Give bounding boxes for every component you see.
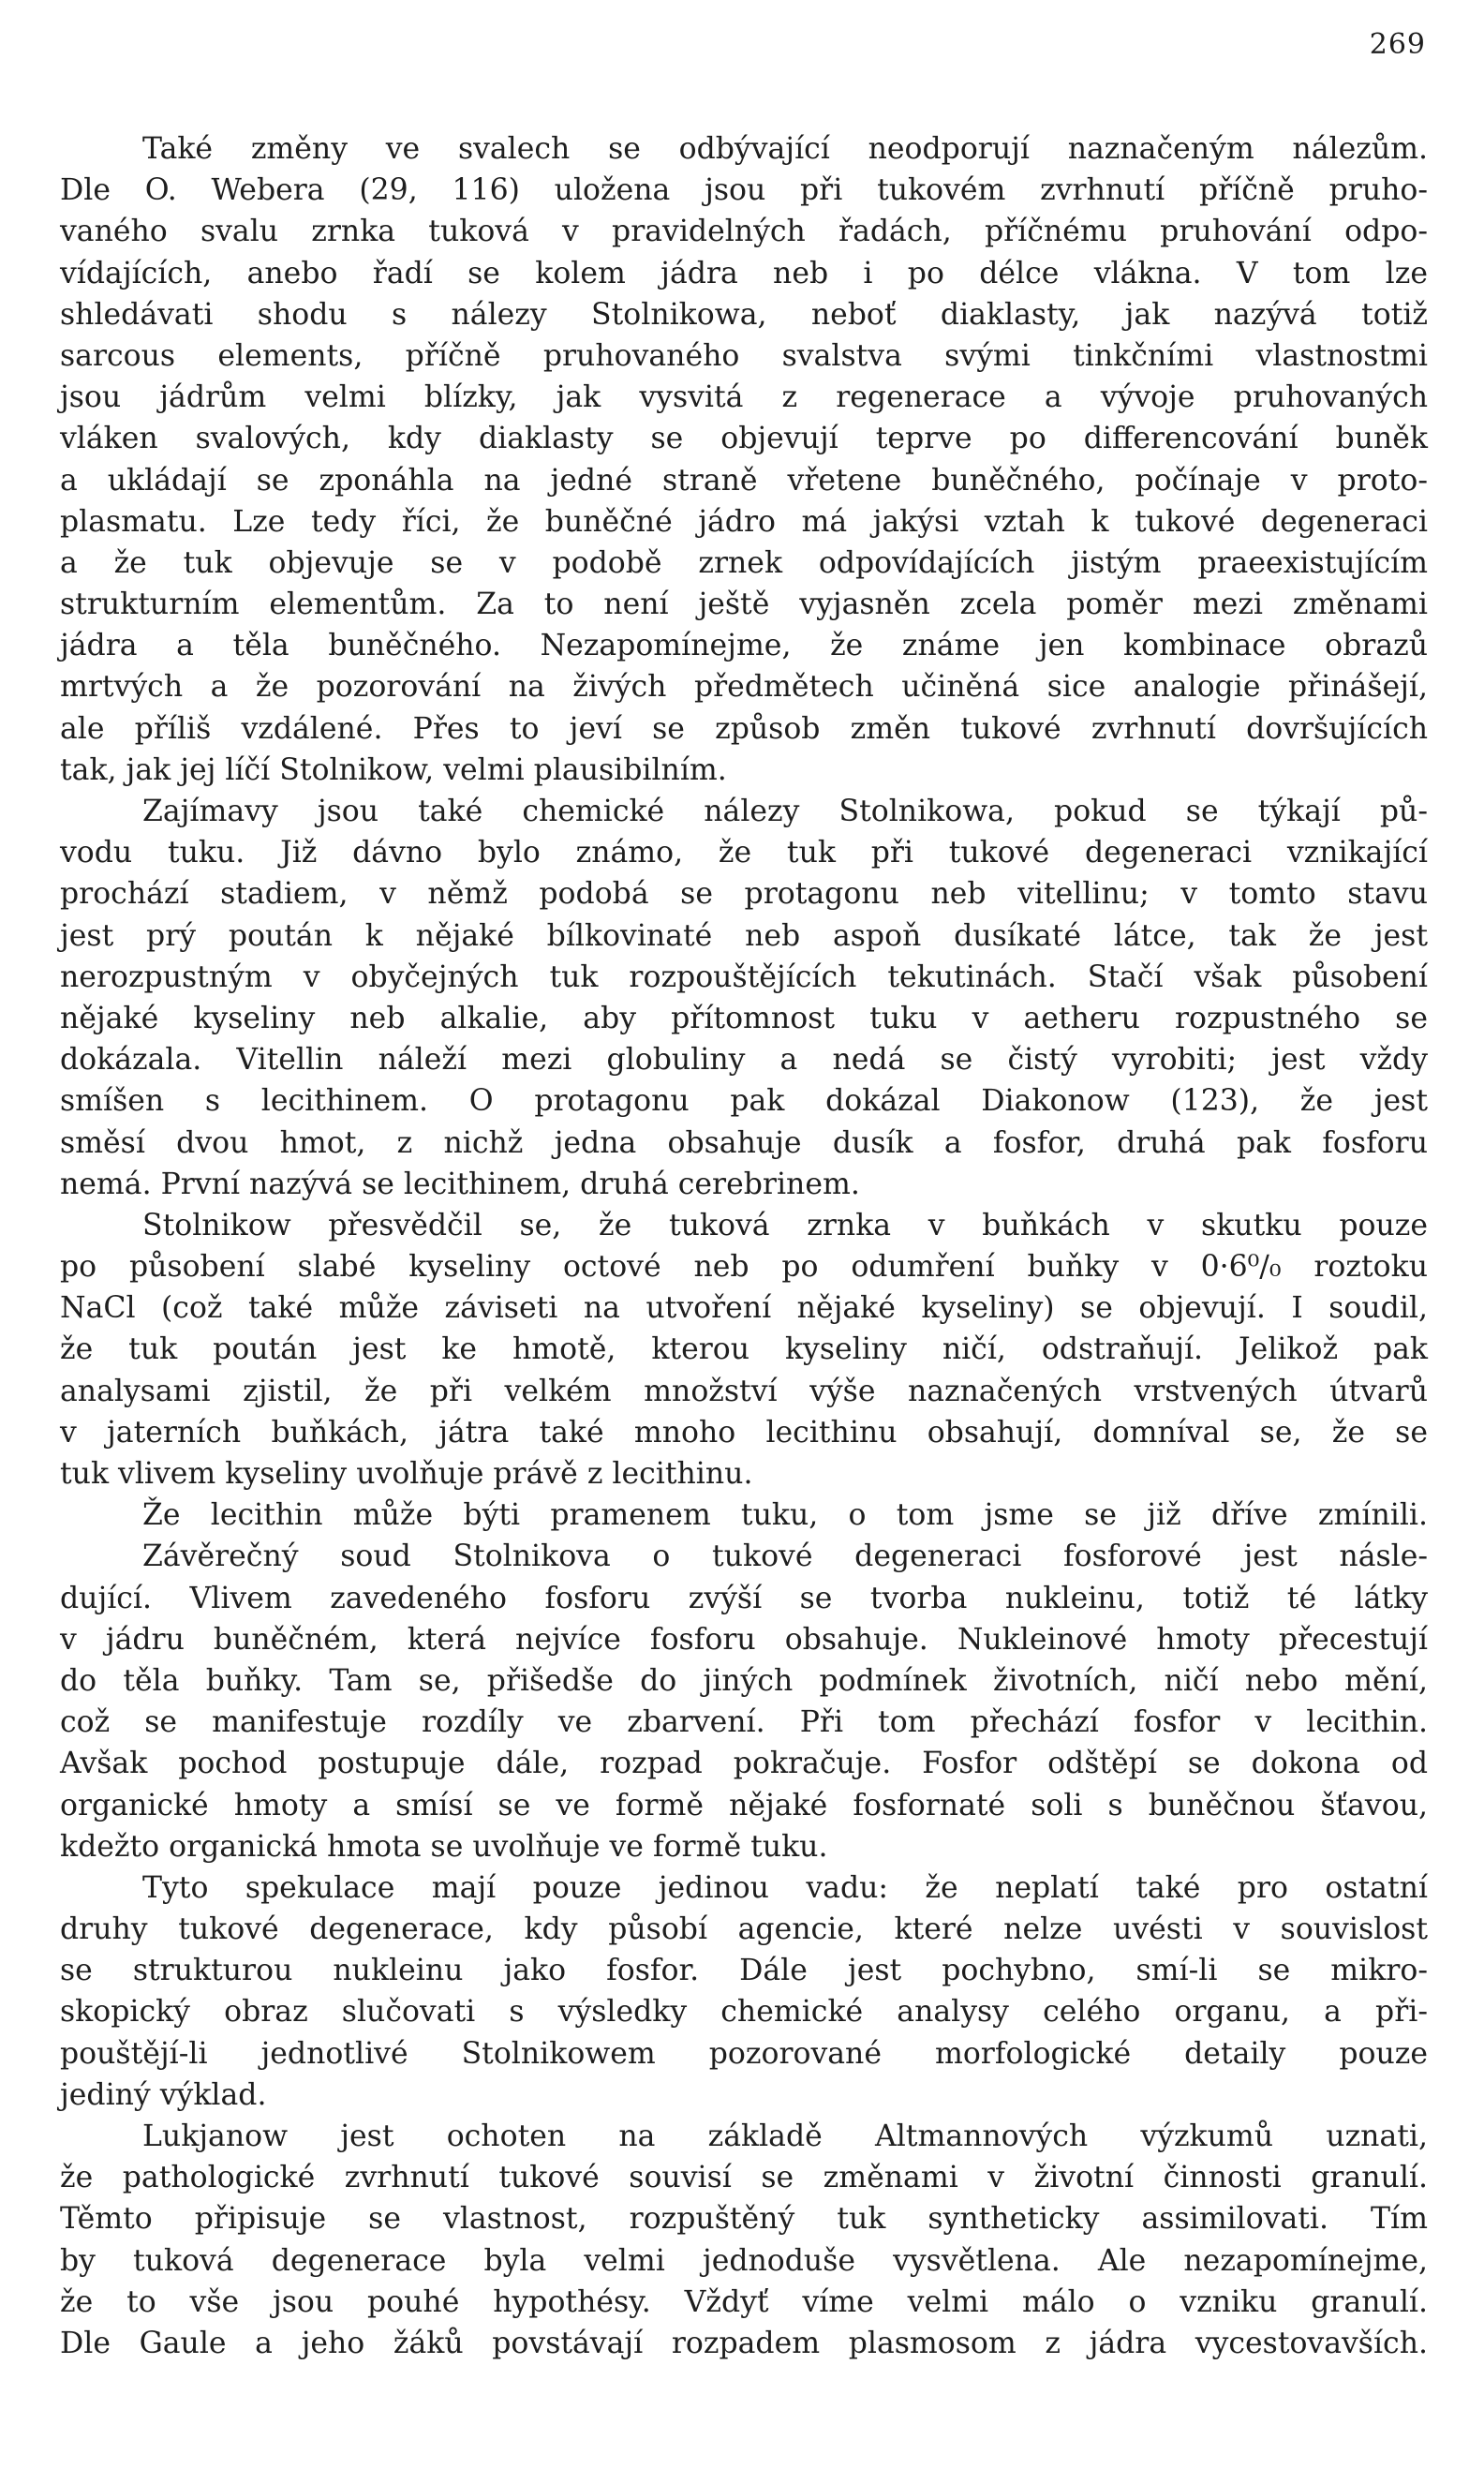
- text-line: Tyto spekulace mají pouze jedinou vadu: že neplatí také pro ostatní: [142, 1870, 1428, 1905]
- text-line: nerozpustným v obyčejných tuk rozpouštějících tekutinách. Stačí však působení: [60, 959, 1428, 994]
- text-line: vodu tuku. Již dávno bylo známo, že tuk při tukové degeneraci vznikající: [60, 836, 1428, 870]
- text-line: ale příliš vzdálené. Přes to jeví se způsob změn tukové zvrhnutí dovršujících: [60, 711, 1428, 746]
- text-line: Stolnikow přesvědčil se, že tuková zrnka v buňkách v skutku pouze: [142, 1208, 1428, 1242]
- text-line: v jádru buněčném, která nejvíce fosforu obsahuje. Nukleinové hmoty přecestují: [60, 1622, 1428, 1657]
- text-line: Dle Gaule a jeho žáků povstávají rozpadem plasmosom z jádra vycestovavších.: [60, 2326, 1428, 2360]
- text-line: vaného svalu zrnka tuková v pravidelných řadách, příčnému pruhování odpo-: [60, 215, 1428, 249]
- text-line: nemá. První nazývá se lecithinem, druhá cerebrinem.: [60, 1167, 860, 1201]
- text-line: tuk vlivem kyseliny uvolňuje právě z lecithinu.: [60, 1457, 753, 1491]
- text-line: nějaké kyseliny neb alkalie, aby přítomnost tuku v aetheru rozpustného se: [60, 1001, 1428, 1035]
- text-line: tak, jak jej líčí Stolnikow, velmi plausibilním.: [60, 752, 727, 787]
- text-line: se strukturou nukleinu jako fosfor. Dále jest pochybno, smí-li se mikro-: [60, 1954, 1428, 1988]
- text-line: Závěrečný soud Stolnikova o tukové degeneraci fosforové jest násle-: [142, 1539, 1428, 1574]
- text-line: jediný výklad.: [60, 2077, 267, 2112]
- body-text: [60, 128, 1428, 2364]
- text-line: dokázala. Vitellin náleží mezi globuliny a nedá se čistý vyrobiti; jest vždy: [60, 1043, 1428, 1078]
- text-line: do těla buňky. Tam se, přišedše do jiných podmínek životních, ničí nebo mění,: [60, 1663, 1428, 1698]
- page-number: 269: [1369, 28, 1426, 61]
- text-line: strukturním elementům. Za to není ještě vyjasněn zcela poměr mezi změnami: [60, 588, 1428, 622]
- text-line: Zajímavy jsou také chemické nálezy Stolnikowa, pokud se týkají pů-: [142, 795, 1428, 828]
- text-line: Také změny ve svalech se odbývající neodporují naznačeným nálezům.: [142, 132, 1428, 166]
- text-line: by tuková degenerace byla velmi jednoduše vysvětlena. Ale nezapomínejme,: [60, 2243, 1428, 2278]
- text-line: jest prý poután k nějaké bílkovinaté neb aspoň dusíkaté látce, tak že jest: [60, 918, 1428, 953]
- text-line: druhy tukové degenerace, kdy působí agencie, které nelze uvésti v souvislost: [60, 1912, 1428, 1947]
- text-line: plasmatu. Lze tedy říci, že buněčné jádro má jakýsi vztah k tukové degeneraci: [60, 504, 1428, 539]
- text-line: že to vše jsou pouhé hypothésy. Vždyť víme velmi málo o vzniku granulí.: [60, 2284, 1428, 2319]
- text-line: NaCl (což také může záviseti na utvoření nějaké kyseliny) se objevují. I soudil,: [60, 1291, 1428, 1326]
- text-line: mrtvých a že pozorování na živých předmětech učiněná sice analogie přinášejí,: [60, 670, 1428, 705]
- text-line: což se manifestuje rozdíly ve zbarvení. Při tom přechází fosfor v lecithin.: [60, 1705, 1428, 1740]
- text-line: že tuk poután jest ke hmotě, kterou kyseliny ničí, odstraňují. Jelikož pak: [60, 1332, 1428, 1367]
- text-line: jádra a těla buněčného. Nezapomínejme, že známe jen kombinace obrazů: [60, 629, 1428, 663]
- text-line: smíšen s lecithinem. O protagonu pak dokázal Diakonow (123), že jest: [60, 1084, 1428, 1119]
- text-line: shledávati shodu s nálezy Stolnikowa, neboť diaklasty, jak nazývá totiž: [60, 297, 1428, 332]
- text-line: vídajících, anebo řadí se kolem jádra neb i po délce vlákna. V tom lze: [60, 256, 1428, 290]
- text-line: pouštějí-li jednotlivé Stolnikowem pozorované morfologické detaily pouze: [60, 2036, 1428, 2071]
- text-line: skopický obraz slučovati s výsledky chemické analysy celého organu, a při-: [60, 1995, 1428, 2030]
- text-line: analysami zjistil, že při velkém množství výše naznačených vrstvených útvarů: [60, 1374, 1428, 1408]
- text-line: že pathologické zvrhnutí tukové souvisí se změnami v životní činnosti granulí.: [60, 2161, 1428, 2195]
- text-line: Těmto připisuje se vlastnost, rozpuštěný tuk syntheticky assimilovati. Tím: [60, 2202, 1428, 2237]
- text-line: dující. Vlivem zavedeného fosforu zvýší se tvorba nukleinu, totiž té látky: [60, 1581, 1428, 1615]
- text-line: kdežto organická hmota se uvolňuje ve formě tuku.: [60, 1829, 828, 1864]
- text-line: Že lecithin může býti pramenem tuku, o tom jsme se již dříve zmínili.: [142, 1498, 1428, 1533]
- text-line: a že tuk objevuje se v podobě zrnek odpovídajících jistým praeexistujícím: [60, 545, 1428, 580]
- text-line: Lukjanow jest ochoten na základě Altmannových výzkumů uznati,: [142, 2119, 1428, 2153]
- text-line: a ukládají se zponáhla na jedné straně vřetene buněčného, počínaje v proto-: [60, 463, 1428, 498]
- text-line: prochází stadiem, v němž podobá se protagonu neb vitellinu; v tomto stavu: [60, 877, 1428, 912]
- text-line: v jaterních buňkách, játra také mnoho lecithinu obsahují, domníval se, že se: [60, 1415, 1428, 1450]
- text-line: po působení slabé kyseliny octové neb po odumření buňky v 0·6⁰/₀ roztoku: [60, 1250, 1428, 1285]
- text-line: jsou jádrům velmi blízky, jak vysvitá z regenerace a vývoje pruhovaných: [60, 380, 1428, 415]
- text-line: organické hmoty a smísí se ve formě nějaké fosfornaté soli s buněčnou šťavou,: [60, 1788, 1428, 1822]
- text-line: Avšak pochod postupuje dále, rozpad pokračuje. Fosfor odštěpí se dokona od: [60, 1747, 1428, 1781]
- text-line: sarcous elements, příčně pruhovaného svalstva svými tinkčními vlastnostmi: [60, 338, 1428, 373]
- text-line: vláken svalových, kdy diaklasty se objevují teprve po differencování buněk: [60, 422, 1428, 456]
- text-line: Dle O. Webera (29, 116) uložena jsou při tukovém zvrhnutí příčně pruho-: [60, 173, 1428, 208]
- text-line: směsí dvou hmot, z nichž jedna obsahuje dusík a fosfor, druhá pak fosforu: [60, 1125, 1428, 1160]
